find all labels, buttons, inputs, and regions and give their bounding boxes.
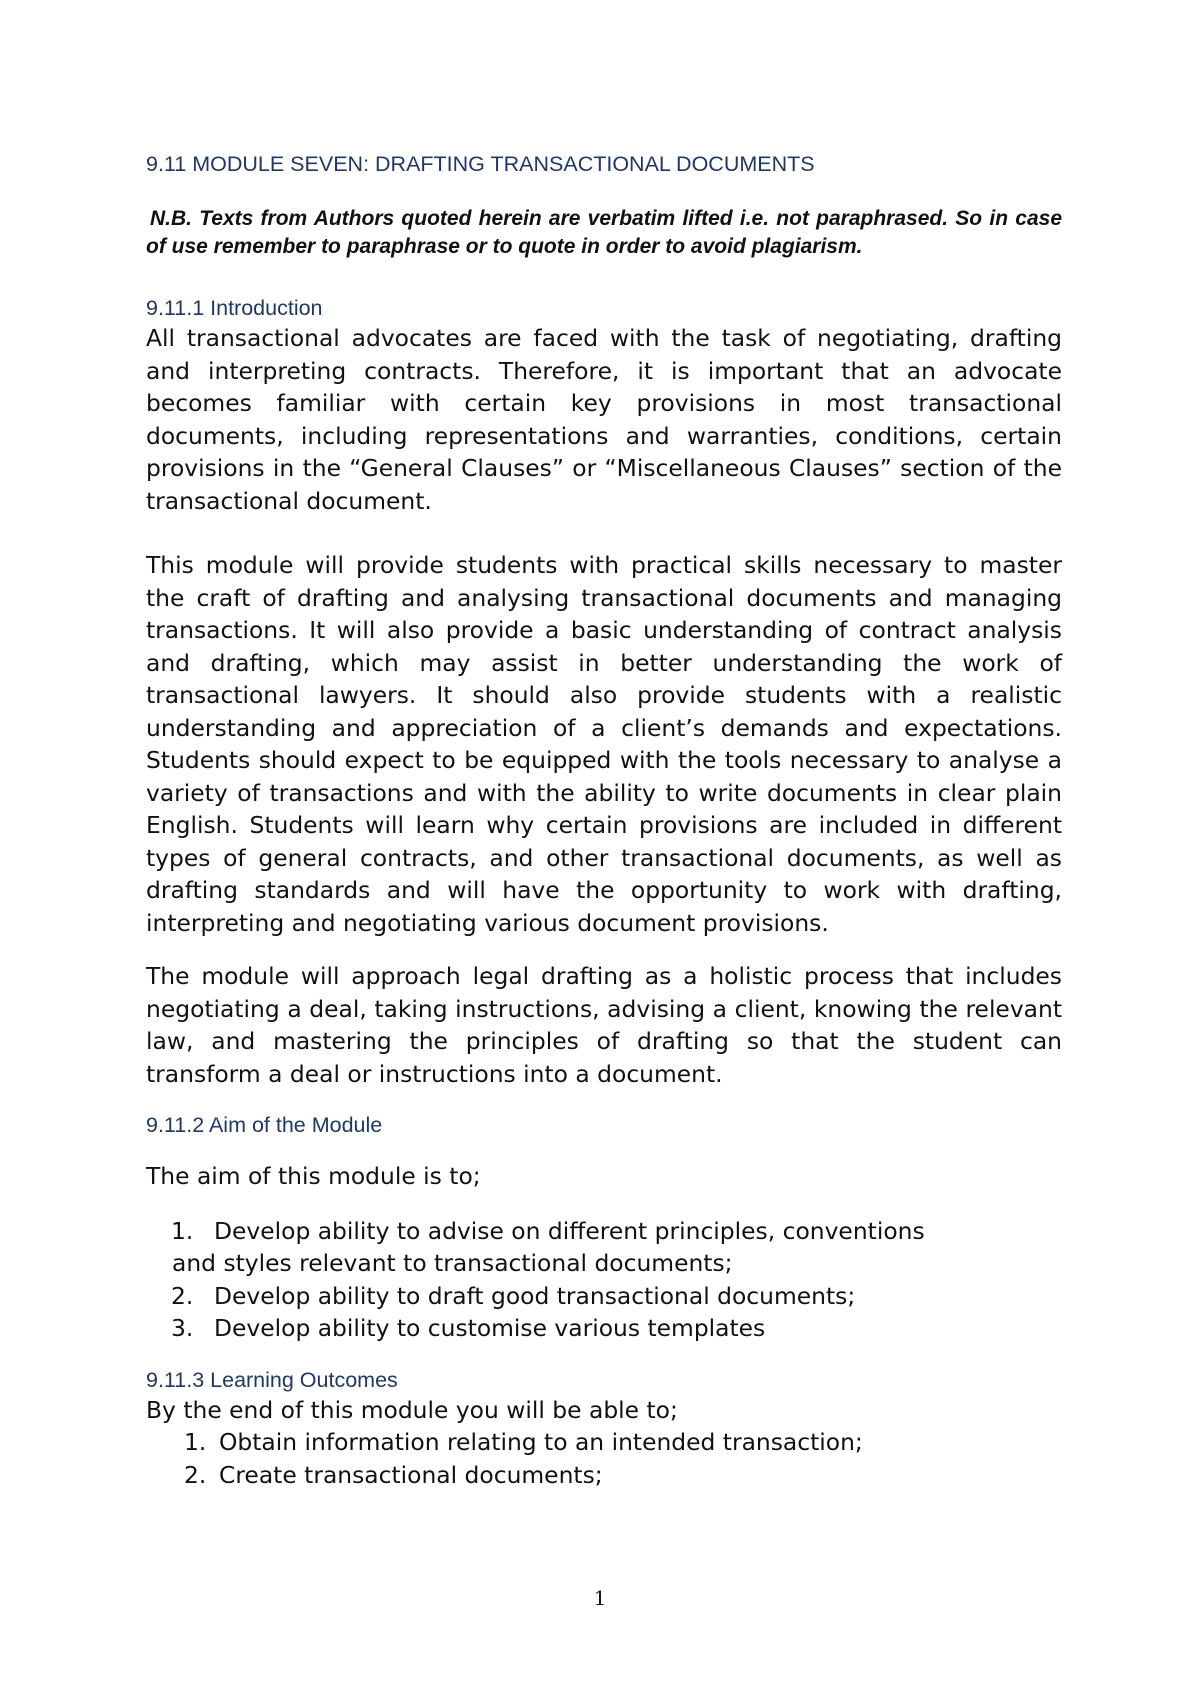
module-title: 9.11 MODULE SEVEN: DRAFTING TRANSACTIONAL DOCUMENTS (146, 152, 815, 176)
aim-item (100, 1280, 1028, 1313)
aim-item-number: 3. (171, 1314, 194, 1342)
learning-outcome-number: 1. (184, 1428, 207, 1456)
aim-item-line: Develop ability to draft good transactional documents; (214, 1281, 856, 1310)
aim-item-number: 1. (171, 1216, 194, 1245)
learning-outcome-item (146, 1459, 1062, 1492)
introduction-heading: 9.11.1 Introduction (146, 296, 323, 320)
aim-item-line-continued: and styles relevant to transactional documents; (172, 1249, 733, 1277)
page-number: 1 (593, 1586, 607, 1610)
aim-item (100, 1215, 1028, 1280)
learning-outcome-text: Create transactional documents; (219, 1460, 603, 1489)
introduction-paragraph-1: All transactional advocates are faced with the task of negotiating, drafting and interpreting contracts. Therefore, it is important that an advocate becomes familiar with certain key provisions in most transactional documents, including representations and warranties, conditions, certain provisions in the “General Clauses” or “Miscellaneous Clauses” section of the transactional document. (146, 324, 1062, 515)
aim-item-line: Develop ability to customise various templates (214, 1314, 766, 1342)
plagiarism-note: N.B. Texts from Authors quoted herein are verbatim lifted i.e. not paraphrased. So in case of use remember to paraphrase or to quote in order to avoid plagiarism. (146, 207, 1062, 258)
aim-list (146, 1215, 1062, 1345)
aim-item (100, 1312, 1028, 1345)
learning-outcome-number: 2. (184, 1460, 207, 1489)
introduction-paragraph-2: This module will provide students with practical skills necessary to master the craft of drafting and analysing transactional documents and managing transactions. It will also provide a basic understanding of contract analysis and drafting, which may assist in better understanding the work of transactional lawyers. It should also provide students with a realistic understanding and appreciation of a client’s demands and expectations. Students should expect to be equipped with the tools necessary to analyse a variety of transactions and with the ability to write documents in clear plain English. Students will learn why certain provisions are included in different types of general contracts, and other transactional documents, as well as drafting standards and will have the opportunity to work with drafting, interpreting and negotiating various document provisions. (146, 551, 1062, 937)
learning-outcomes-heading: 9.11.3 Learning Outcomes (146, 1367, 398, 1392)
learning-outcomes-list (146, 1426, 1062, 1491)
aim-lead: The aim of this module is to; (146, 1162, 481, 1190)
introduction-paragraph-3: The module will approach legal drafting as a holistic process that includes negotiating a deal, taking instructions, advising a client, knowing the relevant law, and mastering the principles of drafting so that the student can transform a deal or instructions into a document. (146, 962, 1062, 1088)
aim-heading: 9.11.2 Aim of the Module (146, 1113, 383, 1137)
aim-item-number: 2. (171, 1281, 194, 1310)
page-content (146, 150, 1062, 1491)
learning-outcome-item (146, 1426, 1062, 1459)
learning-outcomes-lead: By the end of this module you will be able to; (146, 1395, 678, 1424)
learning-outcome-text: Obtain information relating to an intended transaction; (219, 1428, 863, 1456)
aim-item-line: Develop ability to advise on different principles, conventions (214, 1216, 925, 1245)
